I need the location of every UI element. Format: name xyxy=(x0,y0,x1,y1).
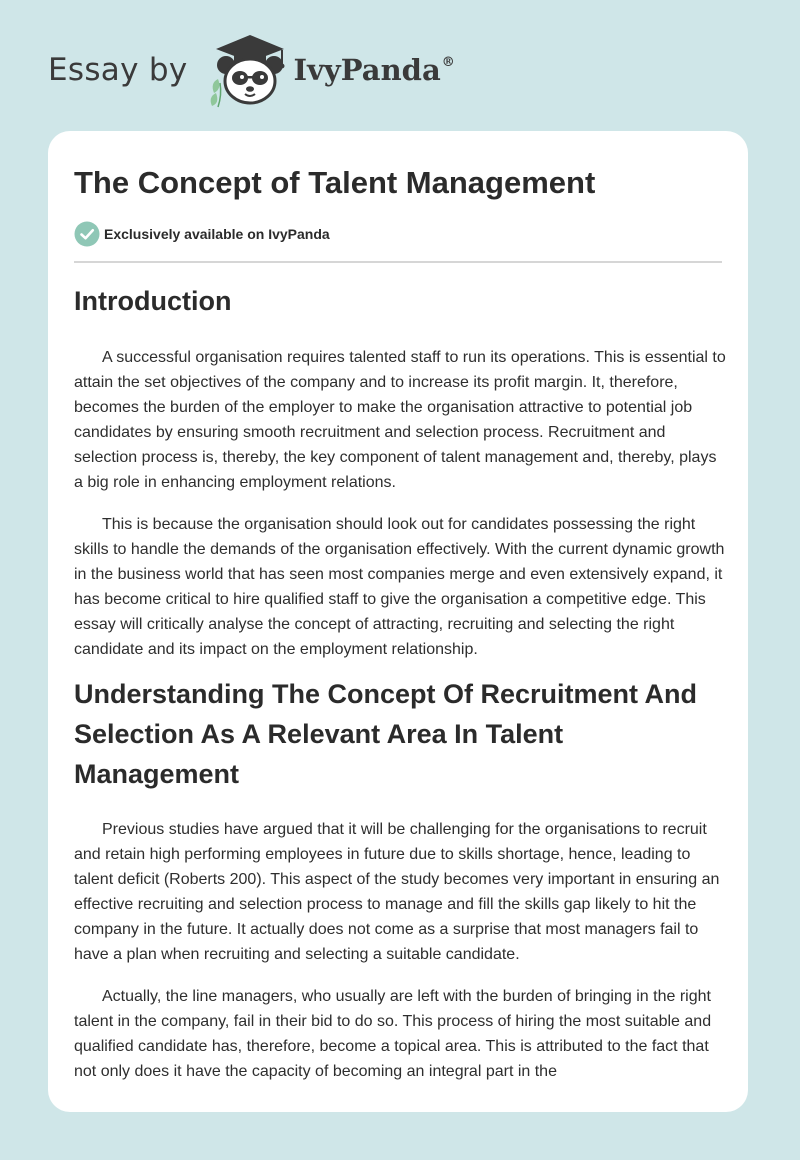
exclusive-badge xyxy=(74,221,330,247)
paragraph: This is because the organisation should look out for candidates possessing the right skills to handle the demands of the organisation effectively. With the current dynamic growth in the business world that has seen most companies merge and even extensively expand, it has become critical to hire qualified staff to give the organisation a competitive edge. This essay will critically analyse the concept of attracting, recruiting and selecting the right candidate and its impact on the employment relationship. xyxy=(74,516,725,658)
section-heading-introduction: Introduction xyxy=(74,286,232,316)
title-divider xyxy=(74,261,722,263)
essay-card xyxy=(48,131,748,1112)
essay-title: The Concept of Talent Management xyxy=(74,165,596,200)
paragraph: Actually, the line managers, who usually are left with the burden of bringing in the right talent in the company, fail in their bid to do so. This process of hiring the most suitable and qualified candidate has, therefore, become a topical area. This is attributed to the fact that not only does it have the capacity of becoming an integral part in the xyxy=(74,988,712,1080)
essay-body xyxy=(74,281,726,1084)
exclusive-badge-text: Exclusively available on IvyPanda xyxy=(104,226,330,242)
ivypanda-logo-icon[interactable] xyxy=(204,31,292,109)
brand-name xyxy=(294,53,455,87)
registered-mark: ® xyxy=(441,55,455,70)
brand-prefix: Essay by xyxy=(48,52,188,88)
brand-header xyxy=(48,30,455,110)
brand-name-text: IvyPanda xyxy=(293,53,441,87)
section-heading-recruitment: Understanding The Concept Of Recruitment And Selection As A Relevant Area In Talent Management xyxy=(74,679,698,789)
paragraph: A successful organisation requires talented staff to run its operations. This is essential to attain the set objectives of the company and to increase its profit margin. It, therefore, becomes the burden of the employer to make the organisation attractive to potential job candidates by ensuring smooth recruitment and selection process. Recruitment and selection process is, thereby, the key component of talent management and, thereby, plays a big role in enhancing employment relations. xyxy=(74,349,726,491)
paragraph: Previous studies have argued that it will be challenging for the organisations to recruit and retain high performing employees in future due to skills shortage, hence, leading to talent deficit (Roberts 200). This aspect of the study becomes very important in ensuring an effective recruiting and selection process to manage and fill the skills gap likely to hit the company in the future. It actually does not come as a surprise that most managers fail to have a plan when recruiting and selecting a suitable candidate. xyxy=(74,821,720,963)
check-circle-icon xyxy=(74,221,100,247)
